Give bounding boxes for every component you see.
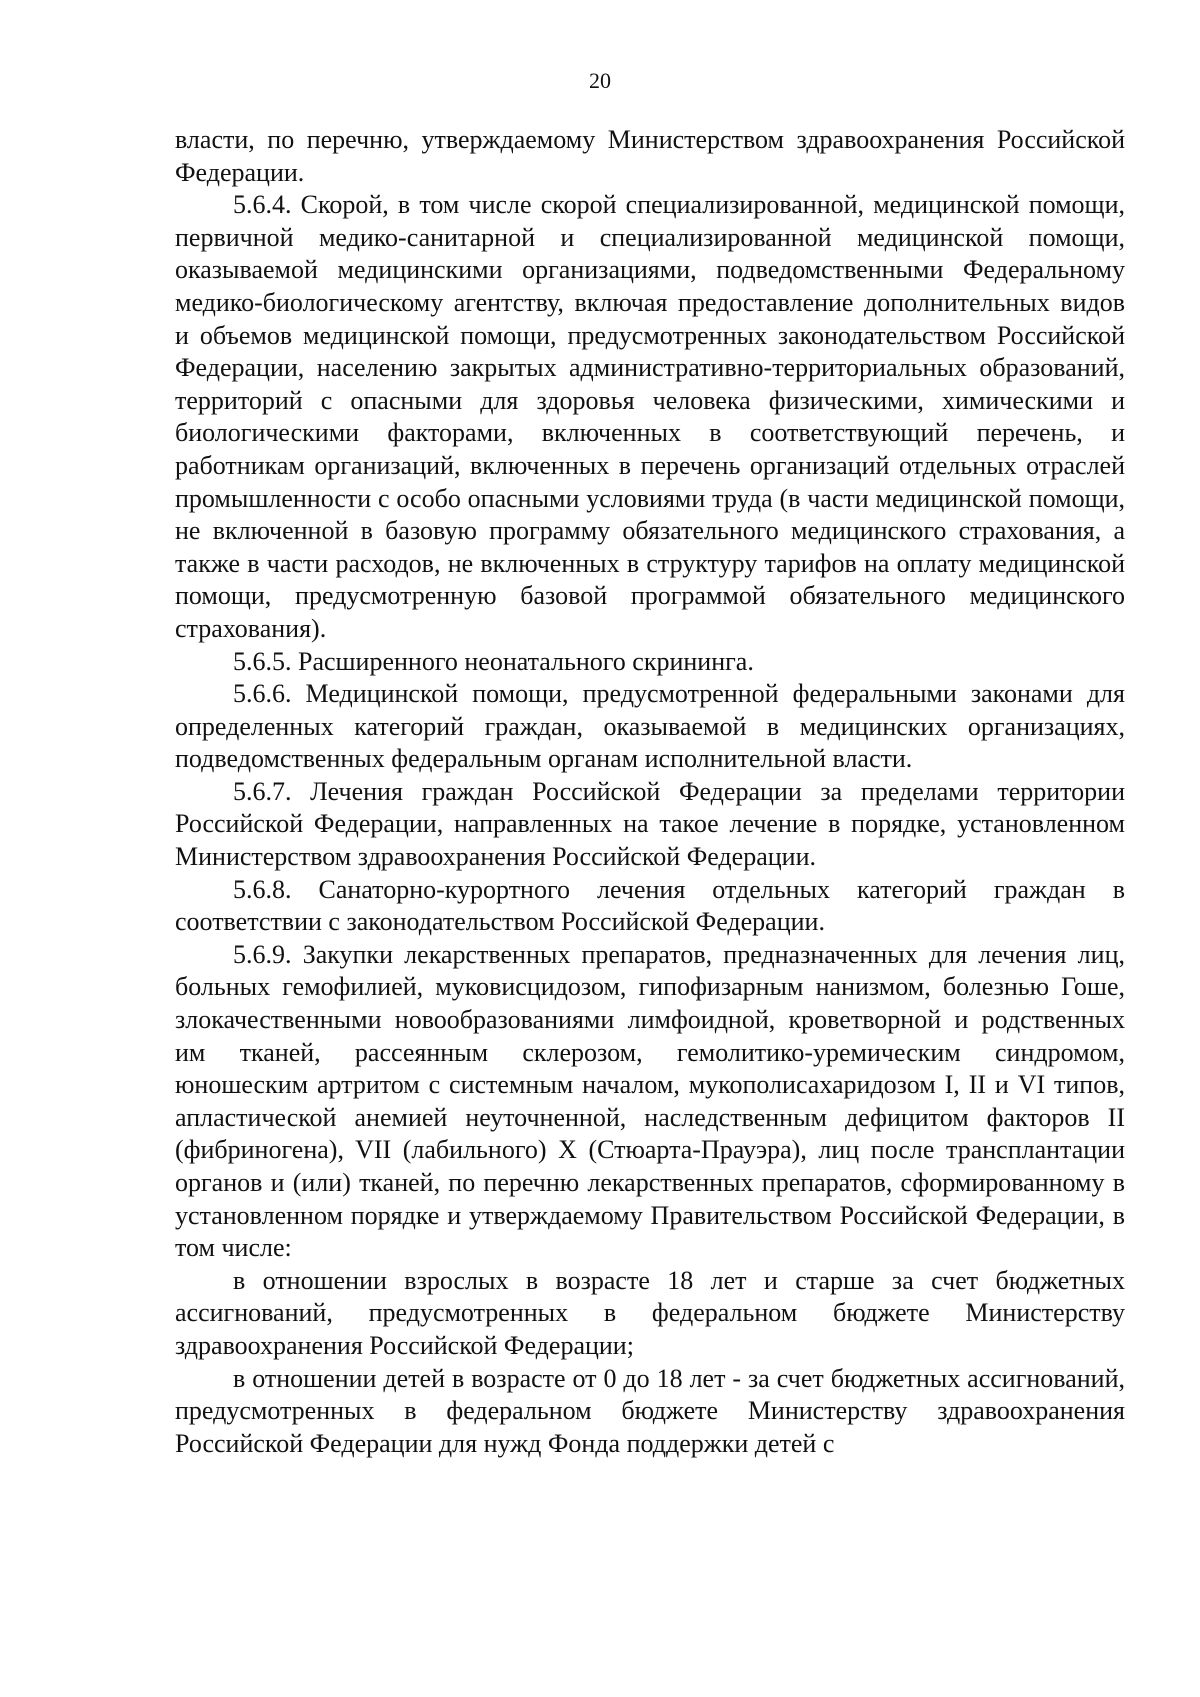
paragraph-5-6-8: 5.6.8. Санаторно-курортного лечения отдельных категорий граждан в соответствии с законодательством Российской Федерации. — [175, 874, 1125, 937]
paragraph-adults: в отношении взрослых в возрасте 18 лет и старше за счет бюджетных ассигнований, предусмотренных в федеральном бюджете Министерству здравоохранения Российской Федерации; — [175, 1265, 1125, 1360]
page-number: 20 — [589, 68, 611, 93]
paragraph-continuation: власти, по перечню, утверждаемому Министерством здравоохранения Российской Федерации. — [175, 125, 1125, 187]
paragraph-5-6-5: 5.6.5. Расширенного неонатального скрининга. — [233, 646, 754, 676]
paragraph-children: в отношении детей в возрасте от 0 до 18 лет - за счет бюджетных ассигнований, предусмотренных в федеральном бюджете Министерству здравоохранения Российской Федерации для нужд Фонда поддержки детей с — [175, 1363, 1125, 1458]
paragraph-5-6-6: 5.6.6. Медицинской помощи, предусмотренной федеральными законами для определенных категорий граждан, оказываемой в медицинских организациях, подведомственных федеральным органам исполнительной власти. — [175, 679, 1125, 774]
paragraph-5-6-9: 5.6.9. Закупки лекарственных препаратов, предназначенных для лечения лиц, больных гемофилией, муковисцидозом, гипофизарным нанизмом, болезнью Гоше, злокачественными новообразованиями лимфоидной, кроветворной и родственных им тканей, рассеянным склерозом, гемолитико-уремическим синдромом, юношеским артритом с системным началом, мукополисахаридозом I, II и VI типов, апластической анемией неуточненной, наследственным дефицитом факторов II (фибриногена), VII (лабильного) X (Стюарта-Прауэра), лиц после трансплантации органов и (или) тканей, по перечню лекарственных препаратов, сформированному в установленном порядке и утверждаемому Правительством Российской Федерации, в том числе: — [175, 939, 1125, 1263]
body-text — [175, 124, 1125, 1460]
paragraph-5-6-4: 5.6.4. Скорой, в том числе скорой специализированной, медицинской помощи, первичной медико-санитарной и специализированной медицинской помощи, оказываемой медицинскими организациями, подведомственными Федеральному медико-биологическому агентству, включая предоставление дополнительных видов и объемов медицинской помощи, предусмотренных законодательством Российской Федерации, населению закрытых административно-территориальных образований, территорий с опасными для здоровья человека физическими, химическими и биологическими факторами, включенных в соответствующий перечень, и работникам организаций, включенных в перечень организаций отдельных отраслей промышленности с особо опасными условиями труда (в части медицинской помощи, не включенной в базовую программу обязательного медицинского страхования, а также в части расходов, не включенных в структуру тарифов на оплату медицинской помощи, предусмотренную базовой программой обязательного медицинского страхования). — [175, 190, 1125, 643]
paragraph-5-6-7: 5.6.7. Лечения граждан Российской Федерации за пределами территории Российской Федерации, направленных на такое лечение в порядке, установленном Министерством здравоохранения Российской Федерации. — [175, 776, 1125, 872]
